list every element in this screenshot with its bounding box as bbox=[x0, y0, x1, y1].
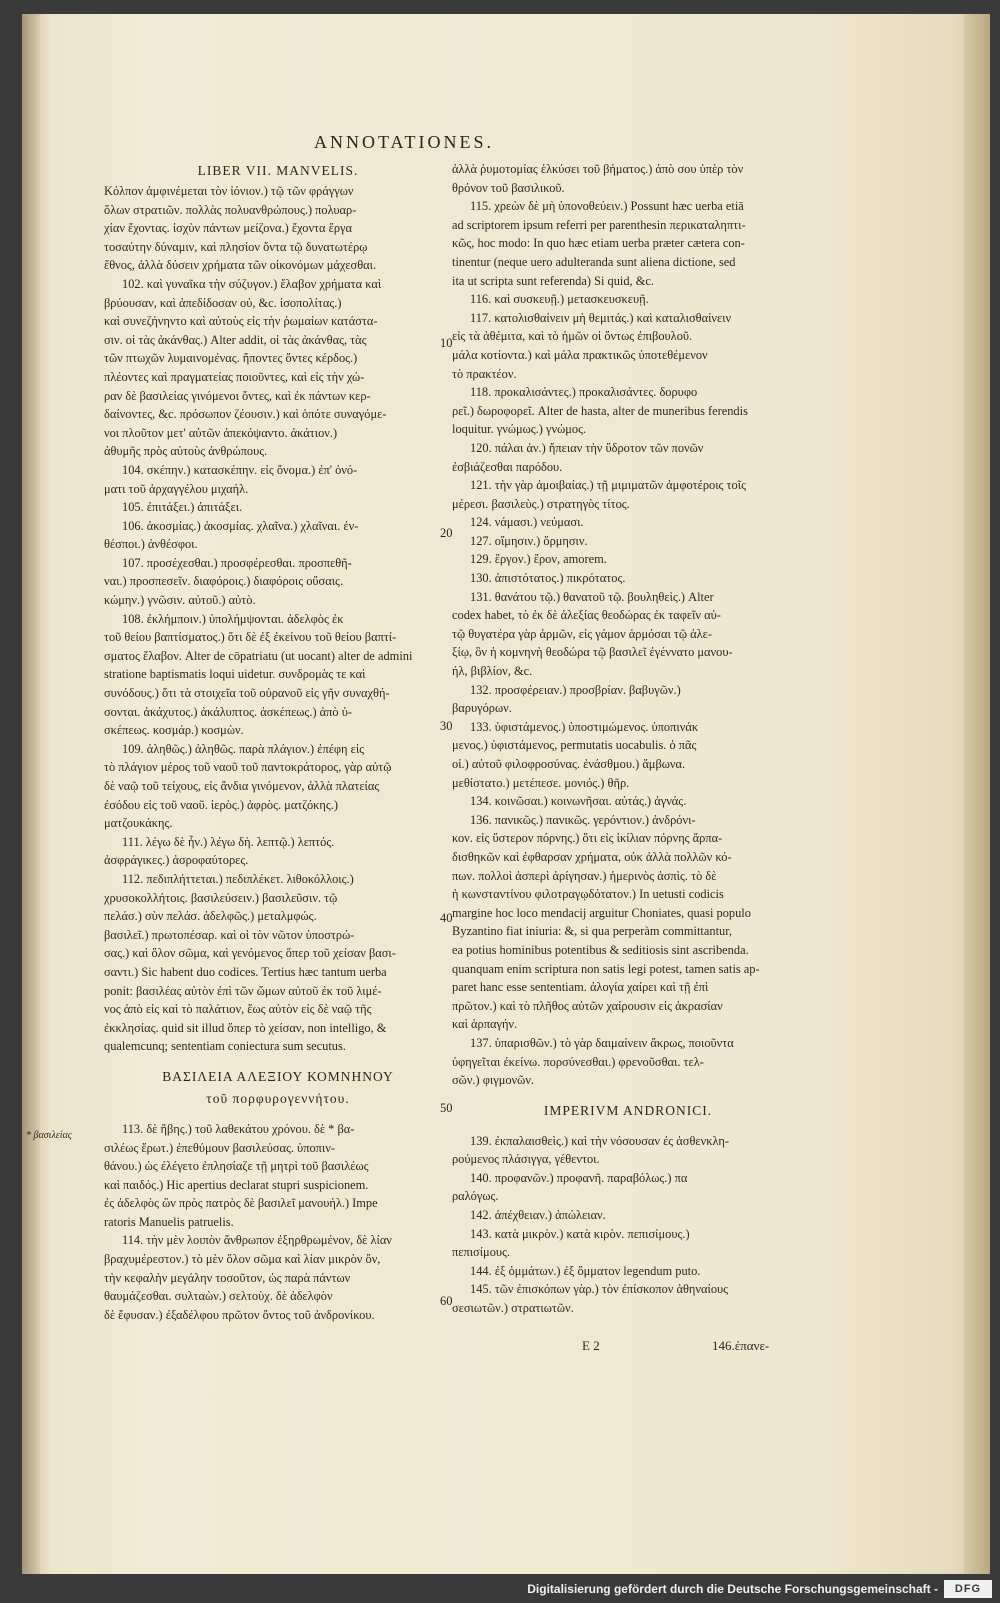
text-line: σκέπεως. κοσμάρ.) κοσμὼν. bbox=[104, 723, 244, 738]
text-line: ραν δὲ βασιλείας γινόμενοι ὄντες, καὶ ἐκ πάντων κερ- bbox=[104, 388, 371, 403]
text-line: θάνου.) ὡς ἐλέγετο ἐπλησίαζε τῇ μητρὶ τοῦ βασιλέως bbox=[104, 1159, 369, 1174]
text-line: 108. ἐκλήμποιν.) ὑπολήμψονται. ἀδελφὸς ἐκ bbox=[122, 611, 344, 626]
text-line: μέρεσι. βασιλεὺς.) στρατηγὸς τίτος. bbox=[452, 496, 630, 511]
text-line: νοι πλοῦτον μετ' αὐτῶν ἀπεκόψαντο. ἀκάτιον.) bbox=[104, 425, 338, 440]
text-line: θαυμάζεσθαι. συλταὼν.) σελτοὺχ. δὲ ἀδελφὸν bbox=[104, 1289, 333, 1304]
text-line: πεπισίμους. bbox=[452, 1245, 511, 1260]
text-line: δὲ ναῷ τοῦ τείχους, εἰς ἄνδια γινόμενον, ἀλλὰ πλατείας bbox=[104, 779, 380, 793]
text-line: τοῦ θείου βαπτίσματος.) ὅτι δὲ ἐξ ἐκείνου τοῦ θείου βαπτί- bbox=[104, 630, 397, 645]
text-line: ad scriptorem ipsum referri per parenthesin περικαταληπτι- bbox=[452, 217, 746, 232]
text-line: ρεῖ.) δωροφορεῖ. Alter de hasta, alter de muneribus ferendis bbox=[452, 403, 748, 418]
text-line: κον. εἰς ὕστερον πόρνης.) ὅτι εἰς ἰκίλιαν πόρνης ἅρπα- bbox=[452, 831, 723, 846]
section-heading: IMPERIVM ANDRONICI. bbox=[543, 1102, 713, 1118]
text-line: σιλέως ἔρωτ.) ἐπεθύμουν βασιλεύσας. ὑποπιν- bbox=[104, 1140, 335, 1155]
text-line: σῶν.) φιγμονῶν. bbox=[452, 1073, 535, 1088]
text-line: 142. ἀπέχθειαν.) ἀπώλειαν. bbox=[470, 1208, 606, 1223]
text-line: 109. ἀληθῶς.) ἀληθῶς. παρὰ πλάγιον.) ἐπέφη εἰς bbox=[122, 741, 365, 756]
text-line: πρῶτον.) καὶ τὸ πλῆθος αὐτῶν χαίρουσιν εἰς ἀκρασίαν bbox=[452, 998, 723, 1013]
text-line: 129. ἔργον.) ἔρον, amorem. bbox=[470, 552, 607, 567]
text-line: qualemcunq; sententiam coniectura sum secutus. bbox=[104, 1039, 346, 1054]
text-line: τὸ πρακτέον. bbox=[452, 366, 517, 381]
text-line: margine hoc loco mendacij arguitur Choniates, quasi populo bbox=[452, 905, 751, 920]
text-line: ματι τοῦ ἀρχαγγέλου μιχαήλ. bbox=[104, 481, 249, 496]
section-heading: ΒΑΣΙΛΕΙΑ ΑΛΕΞΙΟΥ ΚΟΜΝΗΝΟΥ bbox=[162, 1068, 394, 1084]
text-line: 131. θανάτου τῷ.) θανατοῦ τῷ. βουληθεὶς.) Alter bbox=[470, 589, 714, 604]
page-gutter bbox=[22, 14, 40, 1574]
text-line: quanquam enim scriptura non satis legi potest, tamen satis ap- bbox=[452, 961, 760, 976]
spacer bbox=[452, 1122, 804, 1132]
text-line: δισθηκῶν καὶ ἐφθαρσαν χρήματα, οὐκ ἀλλὰ πολλῶν κό- bbox=[452, 849, 732, 864]
text-line: ραλόγως. bbox=[452, 1189, 499, 1204]
spacer bbox=[104, 1110, 452, 1120]
line-number: 50 bbox=[440, 1101, 453, 1115]
text-line: οἱ.) αὐτοῦ φιλοφροσύνας. ἐνάσθμου.) ἄμβωνα. bbox=[452, 757, 686, 771]
text-line: βαρυγόρων. bbox=[452, 701, 512, 716]
text-line: σεσιωτῶν.) στρατιωτῶν. bbox=[452, 1301, 574, 1316]
text-line: τὸ πλάγιον μέρος τοῦ ναοῦ τοῦ παντοκράτορος, γὰρ αὐτῷ bbox=[104, 760, 392, 775]
catchword: 146.ἐπανε- bbox=[712, 1338, 770, 1353]
text-line: codex habet, τὸ ἐκ δὲ ἀλεξίας θεοδώρας ἐκ ταφεῖν αὐ- bbox=[452, 608, 721, 623]
text-line: θέσποι.) ἀνθέσφοι. bbox=[104, 537, 198, 552]
text-line: 113. δὲ ἥβης.) τοῦ λαθεκάτου χρόνου. δὲ * βα- bbox=[122, 1121, 355, 1136]
text-line: ὅλων στρατιῶν. πολλὰς πολυανθρώπους.) πολυαρ- bbox=[104, 202, 357, 217]
signature-mark: E 2 bbox=[582, 1338, 600, 1353]
line-number: 30 bbox=[440, 719, 453, 733]
text-line: καὶ ἁρπαγήν. bbox=[452, 1017, 518, 1032]
text-line: ponit: βασιλέας αὐτὸν ἐπὶ τῶν ὤμων αὐτοῦ ἐκ τοῦ λιμέ- bbox=[104, 983, 382, 998]
spacer bbox=[452, 1090, 804, 1100]
text-line: δαίνοντες, &c. πρόσωπον ζέουσιν.) καὶ ὁπότε συναγόμε- bbox=[104, 407, 387, 422]
text-line: βραχυμέρεστον.) τὸ μὲν ὅλον σῶμα καὶ λίαν μικρὸν ὄν, bbox=[104, 1252, 381, 1267]
text-line: πλέοντες καὶ πραγματείας ποιοῦντες, καὶ εἰς τὴν χώ- bbox=[104, 369, 365, 384]
text-line: ήλ, βιβλίον, &c. bbox=[452, 664, 533, 679]
text-line: ἔθνος, ἀλλὰ δύσειν χρήματα τῶν οἰκονόμων μάχεσθαι. bbox=[104, 258, 377, 273]
text-line: 121. τὴν γὰρ ἀμοιβαίας.) τῇ μιμιματῶν ἀμφοτέροις τοῖς bbox=[470, 478, 746, 493]
text-line: 120. πάλαι ἀν.) ἤπειαν τὴν ὕδροτον τῶν πονῶν bbox=[470, 440, 704, 455]
text-line: βρύουσαν, καὶ ἀπεδίδοσαν οὐ, &c. ἰσοπολίτας.) bbox=[104, 295, 342, 310]
right-column bbox=[452, 160, 804, 1318]
text-line: 118. προκαλισάντες.) προκαλισάντες. δορυφο bbox=[470, 385, 698, 400]
line-number: 10 bbox=[440, 336, 453, 350]
text-line: 112. πεδιπλήττεται.) πεδιπλέκετ. λιθοκόλλοις.) bbox=[122, 871, 354, 886]
text-line: τὴν κεφαλὴν μεγάλην τοσοῦτον, ὡς παρὰ πάντων bbox=[104, 1270, 351, 1285]
text-line: σονται. ἀκάχυτος.) ἀκάλυπτος. ἀσκέπεως.) ἀπὸ ὑ- bbox=[104, 704, 352, 719]
text-line: ὑφηγεῖται ἐκείνω. πορσύνεσθαι.) φρενοῦσθαι. τελ- bbox=[452, 1054, 704, 1069]
text-line: ἡ κωνσταντίνου φιλοτραγῳδότατον.) In uetusti codicis bbox=[452, 887, 724, 902]
text-line: χρυσοκολλήτοις. βασιλεύσειν.) βασιλεῦσιν. τῷ bbox=[104, 890, 338, 905]
text-line: 117. κατολισθαίνειν μὴ θεμιτάς.) καὶ καταλισθαίνειν bbox=[470, 310, 732, 325]
text-line: 102. καὶ γυναῖκα τὴν σύζυγον.) ἔλαβον χρήματα καὶ bbox=[122, 276, 382, 291]
text-line: 134. κοινῶσαι.) κοινωνῆσαι. αὐτάς.) ἀγνάς. bbox=[470, 794, 687, 809]
spacer bbox=[104, 1056, 452, 1066]
left-column bbox=[104, 160, 452, 1324]
text-line: ἐσβιάζεσθαι παρόδου. bbox=[452, 459, 563, 474]
text-line: σας.) καὶ ὅλον σῶμα, καὶ γενόμενος ὅπερ τοῦ χείσαν βασι- bbox=[104, 946, 396, 961]
text-line: paret hanc esse sententiam. ἀλογία χαίρει καὶ τῇ ἐπὶ bbox=[452, 980, 709, 995]
text-line: 124. νάμασι.) νεύμασι. bbox=[470, 515, 584, 530]
text-line: μενος.) ὑφιστάμενος, permutatis uocabulis. ὁ πᾶς bbox=[452, 738, 697, 753]
text-line: ἀλλὰ ῥυμοτομίας ἑλκύσει τοῦ βήματος.) ἀπὸ σου ὑπὲρ τὸν bbox=[452, 162, 744, 176]
running-head: ANNOTATIONES. bbox=[314, 132, 495, 152]
line-number: 40 bbox=[440, 911, 453, 925]
text-line: tinentur (neque uero adulteranda sunt aliena dictione, sed bbox=[452, 254, 736, 269]
line-number: 60 bbox=[440, 1294, 453, 1308]
footer-bar bbox=[0, 1576, 1000, 1603]
text-line: loquitur. γνώμως.) γνώμος. bbox=[452, 422, 587, 437]
section-heading: LIBER VII. MANVELIS. bbox=[197, 163, 359, 178]
text-line: Byzantino fiat iniuria: &, si qua perperàm committantur, bbox=[452, 924, 732, 939]
text-line: ματζουκάκης. bbox=[104, 816, 173, 831]
text-line: σματος ἔλαβον. Alter de cōpatriatu (ut uocant) alter de admini bbox=[104, 648, 413, 663]
text-line: ἀσφράγικες.) ἀσροφαύτορες. bbox=[104, 853, 249, 868]
text-line: τοσαύτην δύναμιν, καὶ πλησίον ὄντα τῷ δυνατωτέρῳ bbox=[104, 239, 368, 254]
section-heading: τοῦ πορφυρογεννήτου. bbox=[206, 1090, 350, 1106]
text-line: δὲ ἔφυσαν.) ἐξαδέλφου πρῶτον ὄντος τοῦ ἀνδρονίκου. bbox=[104, 1307, 375, 1322]
text-line: ea potius hominibus potentibus & seditiosis sint ascribenda. bbox=[452, 942, 749, 957]
text-line: 104. σκέπην.) κατασκέπην. εἰς ὄνομα.) ἐπ' ὀνό- bbox=[122, 462, 358, 477]
text-line: 145. τῶν ἐπισκόπων γὰρ.) τὸν ἐπίσκοπον ἀθηναίους bbox=[470, 1282, 729, 1297]
text-line: σιν. οἱ τὰς ἀκάνθας.) Alter addit, οἱ τὰς ἀκάνθας, τὰς bbox=[104, 332, 367, 347]
text-line: 140. προφανῶν.) προφανῆ. παραβόλως.) πα bbox=[470, 1170, 688, 1185]
text-line: πελάσ.) σὺν πελάσ. ἀδελφῶς.) μεταλμφώς. bbox=[104, 909, 317, 924]
text-line: ξίῳ, ὃν ἡ κομνηνὴ θεοδώρα τῷ βασιλεῖ ἐγέννατο μανου- bbox=[452, 645, 733, 660]
text-line: 132. προσφέρειαν.) προσβρίαν. βαβυγῶν.) bbox=[470, 682, 681, 697]
text-line: 106. ἀκοσμίας.) ἀκοσμίας. χλαῖνα.) χλαῖναι. ἐν- bbox=[122, 518, 359, 533]
text-line: 107. προσέχεσθαι.) προσφέρεσθαι. προσπεθῆ- bbox=[122, 555, 352, 570]
text-line: 105. ἐπιτάξει.) ἀπιτάξει. bbox=[122, 500, 243, 515]
text-line: 144. ἐξ ὀμμάτων.) ἐξ ὄμματον legendum puto. bbox=[470, 1263, 701, 1278]
text-line: σαντι.) Sic habent duo codices. Tertius hæc tantum uerba bbox=[104, 964, 387, 979]
text-line: ratoris Manuelis patruelis. bbox=[104, 1214, 234, 1229]
text-line: ἐκκλησίας. quid sit illud ὅπερ τὸ χείσαν, non intelligo, & bbox=[104, 1020, 387, 1035]
text-line: πων. πολλοὶ ἀσπερὶ ἀρίγησαν.) ἡμερινὸς ἀσπὶς. τὸ δὲ bbox=[452, 868, 717, 883]
text-line: τῷ θυγατέρα γὰρ ἀρμῶν, εἰς γάμον ἁρμόσαι τῷ ἀλε- bbox=[452, 626, 712, 641]
text-line: καὶ παιδός.) Hic apertius declarat stupri suspicionem. bbox=[104, 1177, 369, 1192]
text-line: τῶν πτωχῶν λυμαινομένας. ἥποντες ὄντες κέρδος.) bbox=[104, 351, 358, 366]
text-line: ἀθυμῆς πρὸς αὐτοὺς ἀνθρώπους. bbox=[104, 444, 268, 459]
text-line: κῶς, hoc modo: In quo hæc etiam uerba præter cætera con- bbox=[452, 236, 745, 251]
line-number: 20 bbox=[440, 526, 453, 540]
page-edge bbox=[964, 14, 990, 1574]
text-line: βασιλεῖ.) πρωτοπέσαρ. καὶ οἱ τὸν νῶτον ὑποστρώ- bbox=[104, 927, 355, 942]
text-line: 127. οἴμησιν.) ὅρμησιν. bbox=[470, 533, 588, 548]
text-line: 133. ὑφιστάμενος.) ὑποστιμώμενος. ὑποπινάκ bbox=[470, 719, 699, 734]
text-line: εἰς τὰ ἀθέμιτα, καὶ τὸ ἡμῶν οἱ ὄντως ἐπιβουλοῦ. bbox=[452, 329, 693, 344]
book-page bbox=[22, 14, 990, 1574]
text-line: χίαν ἔχοντας. ἰσχὺν πάντων μείζονα.) ἔχοντα ἔργα bbox=[104, 221, 352, 236]
text-line: νος ἀπὸ εἰς καὶ τὸ παλάτιον, ἕως αὐτὸν εἰς δὲ ναῷ τῆς bbox=[104, 1002, 372, 1017]
text-line: stratione baptismatis loqui uidetur. συνδρομὰς τε καὶ bbox=[104, 667, 366, 682]
text-line: Κόλπον ἀμφινέμεται τὸν ἰόνιον.) τῷ τῶν φράγγων bbox=[104, 184, 354, 198]
dfg-logo: DFG bbox=[944, 1580, 992, 1598]
text-line: 114. τὴν μὲν λοιπὸν ἄνθρωπον ἐξηρθρωμένον, δὲ λίαν bbox=[122, 1233, 392, 1248]
text-line: 130. ἀπιστότατος.) πικρότατος. bbox=[470, 571, 626, 586]
text-line: 139. ἐκπαλαισθεὶς.) καὶ τὴν νόσουσαν ἐς ἀσθενκλη- bbox=[470, 1133, 729, 1148]
text-line: ναι.) προσπεσεῖν. διαφόροις.) διαφόροις οὔσαις. bbox=[104, 574, 344, 589]
text-line: 136. πανικῶς.) πανικῶς. γερόντιον.) ἀνδρόνι- bbox=[470, 812, 696, 827]
text-line: 115. χρεὼν δὲ μὴ ὑπονοθεύειν.) Possunt hæc uerba etiā bbox=[470, 199, 744, 214]
text-line: 116. καὶ συσκευῇ.) μετασκευσκευῇ. bbox=[470, 292, 649, 307]
text-line: κώμην.) γνῶσιν. αὐτοῦ.) αὐτὸ. bbox=[104, 593, 256, 608]
text-line: 137. ὑπαρισθῶν.) τὸ γὰρ δαιμαίνειν ἄκρως, ποιοῦντα bbox=[470, 1035, 734, 1050]
funding-credit: Digitalisierung gefördert durch die Deutsche Forschungsgemeinschaft - bbox=[527, 1582, 938, 1596]
text-line: ἐς ἀδελφὸς ὢν πρὸς πατρὸς δὲ βασιλεῖ μανουήλ.) Impe bbox=[104, 1196, 378, 1211]
text-line: συνόδους.) ὅτι τὰ στοιχεῖα τοῦ οὐρανοῦ εἰς γῆν συναχθή- bbox=[104, 686, 390, 701]
text-line: μεθίστατο.) μετέπεσε. μονιός.) θῆρ. bbox=[452, 775, 630, 790]
text-line: 111. λέγω δὲ ἦν.) λέγω δὴ. λεπτῷ.) λεπτός. bbox=[122, 834, 335, 849]
text-line: ita ut scripta sunt referenda) Si quid, &c. bbox=[452, 273, 654, 288]
text-line: ἐσόδου εἰς τοῦ ναοῦ. ἱερὸς.) ἀφρὸς. ματζόκης.) bbox=[104, 797, 339, 812]
text-line: καὶ συνεζήνηντο καὶ αὐτοὺς εἰς τὴν ῥωμαίων κατάστα- bbox=[104, 314, 378, 329]
text-line: ρούμενος πλάσιγγα, γέθεντοι. bbox=[452, 1152, 600, 1167]
text-line: 143. κατὰ μικρὸν.) κατὰ κιρὸν. πεπισίμους.) bbox=[470, 1226, 690, 1241]
margin-note: * βασιλείας bbox=[26, 1130, 72, 1141]
text-line: θρόνον τοῦ βασιλικοῦ. bbox=[452, 180, 565, 195]
text-line: μάλα κοτίοντα.) καὶ μάλα πρακτικῶς ὑποτεθέμενον bbox=[452, 347, 708, 362]
